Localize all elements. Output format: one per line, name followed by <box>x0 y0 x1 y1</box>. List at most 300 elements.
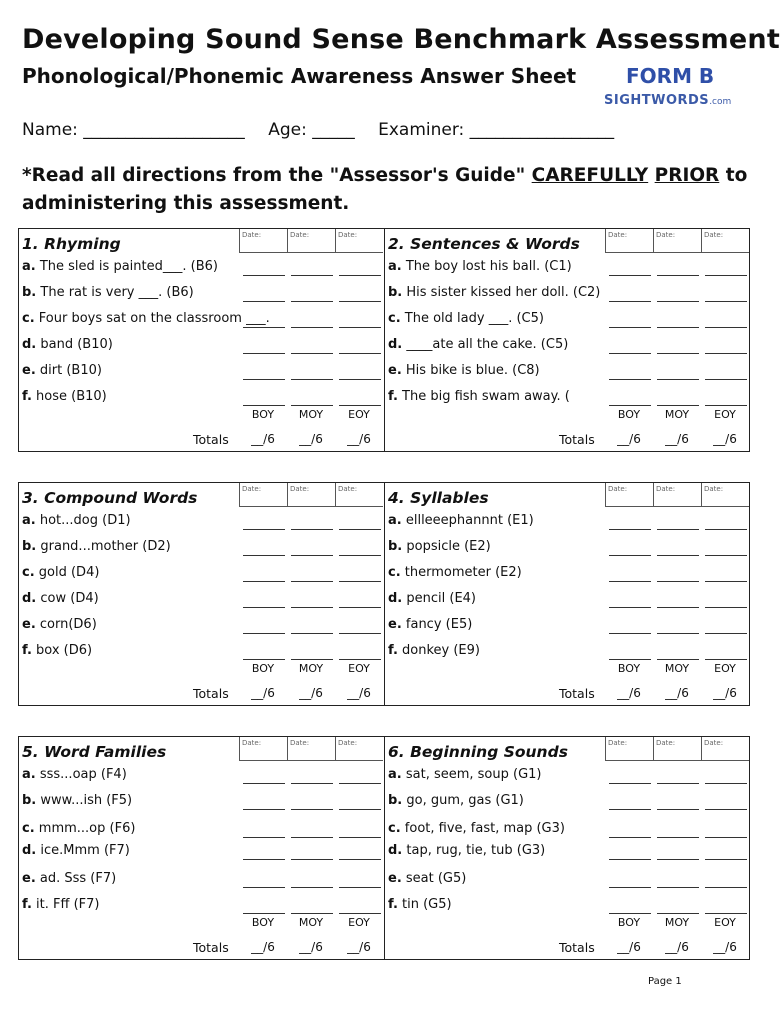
score-blank[interactable] <box>291 554 333 556</box>
date-box[interactable]: Date: <box>239 229 287 253</box>
score-blank[interactable] <box>705 554 747 556</box>
score-blank[interactable] <box>291 808 333 810</box>
date-box[interactable]: Date: <box>287 229 335 253</box>
item-text: tin (G5) <box>397 897 452 912</box>
item-letter: c. <box>22 821 35 836</box>
score-blank[interactable] <box>609 528 651 530</box>
instructions-prior: PRIOR <box>654 165 720 186</box>
score-blank[interactable] <box>243 300 285 302</box>
totals-label: Totals <box>559 432 595 447</box>
score-blank[interactable] <box>291 528 333 530</box>
score-blanks <box>243 274 381 276</box>
score-blanks <box>609 274 747 276</box>
score-blank[interactable] <box>705 858 747 860</box>
boy-label: BOY <box>617 408 641 421</box>
item-letter: c. <box>388 565 401 580</box>
score-blank[interactable] <box>339 404 381 406</box>
item-letter: b. <box>22 539 37 554</box>
test-item <box>388 871 606 886</box>
date-boxes <box>605 229 749 253</box>
score-blank[interactable] <box>243 836 285 838</box>
item-letter: b. <box>388 793 403 808</box>
total-score[interactable]: __/6 <box>347 686 371 700</box>
test-item <box>22 871 240 886</box>
item-letter: f. <box>388 897 398 912</box>
score-blank[interactable] <box>339 836 381 838</box>
score-blank[interactable] <box>657 326 699 328</box>
score-blank[interactable] <box>609 352 651 354</box>
score-blank[interactable] <box>609 886 651 888</box>
item-letter: e. <box>388 363 402 378</box>
score-blank[interactable] <box>705 912 747 914</box>
date-box[interactable]: Date: <box>287 737 335 761</box>
score-blank[interactable] <box>291 632 333 634</box>
item-letter: c. <box>388 311 401 326</box>
test-item <box>22 565 240 580</box>
total-score[interactable]: __/6 <box>617 940 641 954</box>
score-blank[interactable] <box>705 326 747 328</box>
item-text: ellleeephannnt (E1) <box>401 513 534 528</box>
score-blanks <box>243 404 381 406</box>
date-boxes <box>605 737 749 761</box>
item-letter: e. <box>388 617 402 632</box>
item-text: hose (B10) <box>31 389 107 404</box>
score-blank[interactable] <box>705 632 747 634</box>
score-blank[interactable] <box>657 300 699 302</box>
score-blank[interactable] <box>291 782 333 784</box>
score-blank[interactable] <box>657 378 699 380</box>
score-blank[interactable] <box>657 580 699 582</box>
page-subtitle: Phonological/Phonemic Awareness Answer Sheet <box>22 64 577 88</box>
test-item <box>388 767 606 782</box>
totals-label: Totals <box>559 686 595 701</box>
score-blank[interactable] <box>291 352 333 354</box>
page-number: Page 1 <box>648 976 682 987</box>
item-text: popsicle (E2) <box>402 539 491 554</box>
item-text: ice.Mmm (F7) <box>36 843 130 858</box>
date-box[interactable]: Date: <box>605 229 653 253</box>
score-blank[interactable] <box>243 378 285 380</box>
score-blanks <box>243 528 381 530</box>
score-blanks <box>243 580 381 582</box>
score-blank[interactable] <box>339 658 381 660</box>
item-text: gold (D4) <box>34 565 100 580</box>
totals-scores <box>239 686 383 700</box>
score-blank[interactable] <box>657 886 699 888</box>
score-blank[interactable] <box>243 352 285 354</box>
section-title: 2. Sentences & Words <box>388 235 580 253</box>
date-box[interactable]: Date: <box>653 737 701 761</box>
item-letter: b. <box>22 793 37 808</box>
score-blank[interactable] <box>609 580 651 582</box>
date-box[interactable]: Date: <box>239 737 287 761</box>
item-letter: f. <box>22 643 32 658</box>
test-item <box>22 767 240 782</box>
score-blank[interactable] <box>339 300 381 302</box>
score-blank[interactable] <box>609 858 651 860</box>
score-blank[interactable] <box>243 808 285 810</box>
score-blank[interactable] <box>657 528 699 530</box>
date-box[interactable]: Date: <box>335 229 383 253</box>
score-blank[interactable] <box>243 528 285 530</box>
assessment-section-row <box>18 482 750 706</box>
score-blank[interactable] <box>609 606 651 608</box>
score-blank[interactable] <box>657 658 699 660</box>
boy-label: BOY <box>251 916 275 929</box>
score-blank[interactable] <box>609 554 651 556</box>
moy-label: MOY <box>664 662 690 675</box>
test-item <box>388 513 606 528</box>
total-score[interactable]: __/6 <box>347 940 371 954</box>
date-box[interactable]: Date: <box>335 483 383 507</box>
score-blank[interactable] <box>705 352 747 354</box>
score-blanks <box>609 836 747 838</box>
score-blank[interactable] <box>705 274 747 276</box>
assessment-section <box>385 229 749 451</box>
item-letter: c. <box>22 311 35 326</box>
score-blanks <box>243 300 381 302</box>
score-blank[interactable] <box>339 606 381 608</box>
score-blank[interactable] <box>705 528 747 530</box>
section-title: 1. Rhyming <box>22 235 121 253</box>
test-item <box>388 259 606 274</box>
score-blank[interactable] <box>243 606 285 608</box>
score-blank[interactable] <box>609 658 651 660</box>
score-blanks <box>243 554 381 556</box>
total-score[interactable]: __/6 <box>665 686 689 700</box>
score-blanks <box>243 352 381 354</box>
test-item <box>22 843 240 858</box>
total-score[interactable]: __/6 <box>347 432 371 446</box>
score-blank[interactable] <box>657 554 699 556</box>
item-text: His bike is blue. (C8) <box>401 363 540 378</box>
total-score[interactable]: __/6 <box>713 686 737 700</box>
totals-label: Totals <box>193 686 229 701</box>
item-letter: f. <box>388 389 398 404</box>
item-text: go, gum, gas (G1) <box>402 793 524 808</box>
item-letter: f. <box>22 897 32 912</box>
item-letter: d. <box>388 843 403 858</box>
date-box[interactable]: Date: <box>239 483 287 507</box>
score-blank[interactable] <box>609 836 651 838</box>
score-blank[interactable] <box>291 300 333 302</box>
item-text: grand...mother (D2) <box>36 539 171 554</box>
total-score[interactable]: __/6 <box>251 686 275 700</box>
instructions-part2: to administering this assessment. <box>22 165 748 214</box>
score-blank[interactable] <box>339 554 381 556</box>
boy-label: BOY <box>617 916 641 929</box>
score-blanks <box>243 658 381 660</box>
score-blanks <box>609 580 747 582</box>
score-blank[interactable] <box>609 378 651 380</box>
score-blank[interactable] <box>339 274 381 276</box>
moy-label: MOY <box>298 662 324 675</box>
total-score[interactable]: __/6 <box>299 686 323 700</box>
score-blank[interactable] <box>705 580 747 582</box>
student-fields <box>22 120 632 140</box>
score-blank[interactable] <box>657 836 699 838</box>
test-item <box>22 337 240 352</box>
item-letter: a. <box>388 767 402 782</box>
score-blank[interactable] <box>291 580 333 582</box>
total-score[interactable]: __/6 <box>665 432 689 446</box>
test-item <box>388 793 606 808</box>
score-blank[interactable] <box>705 782 747 784</box>
item-letter: f. <box>388 643 398 658</box>
test-item <box>22 311 270 326</box>
test-item <box>22 389 240 404</box>
score-blank[interactable] <box>609 782 651 784</box>
score-blank[interactable] <box>243 912 285 914</box>
date-box[interactable]: Date: <box>701 483 749 507</box>
eoy-label: EOY <box>714 662 736 675</box>
item-letter: e. <box>388 871 402 886</box>
form-label: FORM B <box>626 64 715 88</box>
assessment-section <box>385 483 749 705</box>
score-blank[interactable] <box>609 808 651 810</box>
total-score[interactable]: __/6 <box>617 432 641 446</box>
score-blank[interactable] <box>609 274 651 276</box>
date-boxes <box>239 483 383 507</box>
item-text: The big fish swam away. ( <box>397 389 570 404</box>
assessment-section-row <box>18 736 750 960</box>
score-blank[interactable] <box>339 782 381 784</box>
period-headers <box>605 662 749 675</box>
score-blank[interactable] <box>291 326 333 328</box>
item-text: sss...oap (F4) <box>35 767 127 782</box>
item-letter: b. <box>22 285 37 300</box>
score-blank[interactable] <box>657 404 699 406</box>
score-blank[interactable] <box>291 606 333 608</box>
date-boxes <box>605 483 749 507</box>
period-headers <box>239 662 383 675</box>
total-score[interactable]: __/6 <box>617 686 641 700</box>
score-blank[interactable] <box>705 836 747 838</box>
score-blank[interactable] <box>657 782 699 784</box>
item-text: mmm...op (F6) <box>34 821 136 836</box>
item-text: ad. Sss (F7) <box>35 871 117 886</box>
total-score[interactable]: __/6 <box>299 940 323 954</box>
test-item <box>388 285 606 300</box>
item-text: The old lady ___. (C5) <box>400 311 544 326</box>
boy-label: BOY <box>251 408 275 421</box>
score-blanks <box>609 554 747 556</box>
score-blank[interactable] <box>243 632 285 634</box>
score-blank[interactable] <box>291 658 333 660</box>
score-blank[interactable] <box>291 404 333 406</box>
score-blanks <box>609 782 747 784</box>
section-title: 3. Compound Words <box>22 489 198 507</box>
test-item <box>22 513 240 528</box>
item-letter: a. <box>388 513 402 528</box>
date-boxes <box>239 737 383 761</box>
totals-scores <box>239 940 383 954</box>
score-blank[interactable] <box>291 858 333 860</box>
brand-suffix: .com <box>709 97 732 107</box>
score-blank[interactable] <box>243 858 285 860</box>
date-box[interactable]: Date: <box>335 737 383 761</box>
instructions-part1: *Read all directions from the "Assessor's Guide" <box>22 165 532 186</box>
score-blanks <box>243 632 381 634</box>
date-box[interactable]: Date: <box>653 483 701 507</box>
score-blank[interactable] <box>609 404 651 406</box>
score-blank[interactable] <box>339 632 381 634</box>
score-blank[interactable] <box>339 528 381 530</box>
item-letter: d. <box>388 337 403 352</box>
total-score[interactable]: __/6 <box>251 432 275 446</box>
instructions-carefully: CAREFULLY <box>531 165 649 186</box>
score-blank[interactable] <box>339 378 381 380</box>
score-blank[interactable] <box>609 326 651 328</box>
test-item <box>22 897 240 912</box>
score-blank[interactable] <box>339 326 381 328</box>
item-letter: d. <box>22 591 37 606</box>
score-blanks <box>609 326 747 328</box>
date-box[interactable]: Date: <box>701 229 749 253</box>
test-item <box>22 363 240 378</box>
item-text: band (B10) <box>36 337 113 352</box>
score-blank[interactable] <box>243 580 285 582</box>
date-box[interactable]: Date: <box>605 483 653 507</box>
total-score[interactable]: __/6 <box>299 432 323 446</box>
score-blank[interactable] <box>705 808 747 810</box>
boy-label: BOY <box>617 662 641 675</box>
score-blank[interactable] <box>705 658 747 660</box>
test-item <box>388 363 606 378</box>
item-letter: d. <box>22 843 37 858</box>
date-box[interactable]: Date: <box>605 737 653 761</box>
assessment-section <box>19 737 385 959</box>
item-text: box (D6) <box>31 643 93 658</box>
total-score[interactable]: __/6 <box>665 940 689 954</box>
item-letter: b. <box>388 285 403 300</box>
page-title: Developing Sound Sense Benchmark Assessment <box>22 24 780 55</box>
score-blank[interactable] <box>657 274 699 276</box>
item-text: pencil (E4) <box>402 591 477 606</box>
item-text: The boy lost his ball. (C1) <box>401 259 572 274</box>
score-blank[interactable] <box>609 632 651 634</box>
period-headers <box>605 916 749 929</box>
item-text: The rat is very ___. (B6) <box>36 285 194 300</box>
score-blank[interactable] <box>657 632 699 634</box>
name-field[interactable]: Name: ___________________ <box>22 120 245 140</box>
score-blank[interactable] <box>705 404 747 406</box>
score-blank[interactable] <box>339 352 381 354</box>
item-text: seat (G5) <box>401 871 467 886</box>
score-blank[interactable] <box>339 886 381 888</box>
score-blank[interactable] <box>657 912 699 914</box>
total-score[interactable]: __/6 <box>251 940 275 954</box>
score-blanks <box>609 912 747 914</box>
item-text: ____ate all the cake. (C5) <box>402 337 569 352</box>
score-blank[interactable] <box>339 808 381 810</box>
eoy-label: EOY <box>348 408 370 421</box>
item-letter: e. <box>22 363 36 378</box>
section-title: 4. Syllables <box>388 489 489 507</box>
score-blanks <box>243 378 381 380</box>
score-blank[interactable] <box>609 300 651 302</box>
item-text: hot...dog (D1) <box>35 513 131 528</box>
test-item <box>22 539 240 554</box>
date-box[interactable]: Date: <box>287 483 335 507</box>
score-blank[interactable] <box>339 580 381 582</box>
score-blank[interactable] <box>291 274 333 276</box>
section-title: 6. Beginning Sounds <box>388 743 568 761</box>
item-text: tap, rug, tie, tub (G3) <box>402 843 546 858</box>
item-letter: a. <box>22 513 36 528</box>
item-letter: b. <box>388 539 403 554</box>
test-item <box>388 643 606 658</box>
score-blank[interactable] <box>243 782 285 784</box>
totals-scores <box>239 432 383 446</box>
score-blank[interactable] <box>657 606 699 608</box>
score-blanks <box>609 632 747 634</box>
score-blank[interactable] <box>657 352 699 354</box>
score-blanks <box>243 326 381 328</box>
score-blank[interactable] <box>339 912 381 914</box>
item-letter: f. <box>22 389 32 404</box>
item-text: His sister kissed her doll. (C2) <box>402 285 601 300</box>
score-blank[interactable] <box>291 836 333 838</box>
test-item <box>388 337 606 352</box>
score-blank[interactable] <box>705 378 747 380</box>
score-blank[interactable] <box>609 912 651 914</box>
score-blank[interactable] <box>657 808 699 810</box>
test-item <box>388 617 606 632</box>
score-blank[interactable] <box>291 378 333 380</box>
item-text: fancy (E5) <box>401 617 473 632</box>
score-blanks <box>243 886 381 888</box>
test-item <box>22 259 240 274</box>
score-blank[interactable] <box>339 858 381 860</box>
score-blank[interactable] <box>243 886 285 888</box>
date-box[interactable]: Date: <box>701 737 749 761</box>
test-item <box>22 821 240 836</box>
score-blank[interactable] <box>243 658 285 660</box>
total-score[interactable]: __/6 <box>713 940 737 954</box>
brand-name: SIGHTWORDS <box>604 93 710 108</box>
item-text: donkey (E9) <box>397 643 480 658</box>
test-item <box>388 539 606 554</box>
score-blank[interactable] <box>243 554 285 556</box>
eoy-label: EOY <box>714 916 736 929</box>
brand-logo <box>604 93 731 108</box>
score-blanks <box>609 378 747 380</box>
test-item <box>388 389 606 404</box>
total-score[interactable]: __/6 <box>713 432 737 446</box>
score-blank[interactable] <box>243 274 285 276</box>
score-blank[interactable] <box>291 886 333 888</box>
score-blank[interactable] <box>657 858 699 860</box>
score-blanks <box>243 858 381 860</box>
score-blank[interactable] <box>705 300 747 302</box>
score-blank[interactable] <box>243 404 285 406</box>
score-blank[interactable] <box>705 886 747 888</box>
totals-scores <box>605 686 749 700</box>
assessment-section <box>19 229 385 451</box>
eoy-label: EOY <box>348 916 370 929</box>
date-box[interactable]: Date: <box>653 229 701 253</box>
assessment-section <box>19 483 385 705</box>
examiner-field[interactable]: Examiner: _________________ <box>378 120 615 140</box>
test-item <box>388 565 606 580</box>
score-blank[interactable] <box>705 606 747 608</box>
score-blank[interactable] <box>243 326 285 328</box>
age-field[interactable]: Age: _____ <box>268 120 355 140</box>
score-blank[interactable] <box>291 912 333 914</box>
totals-label: Totals <box>193 432 229 447</box>
test-item <box>388 591 606 606</box>
